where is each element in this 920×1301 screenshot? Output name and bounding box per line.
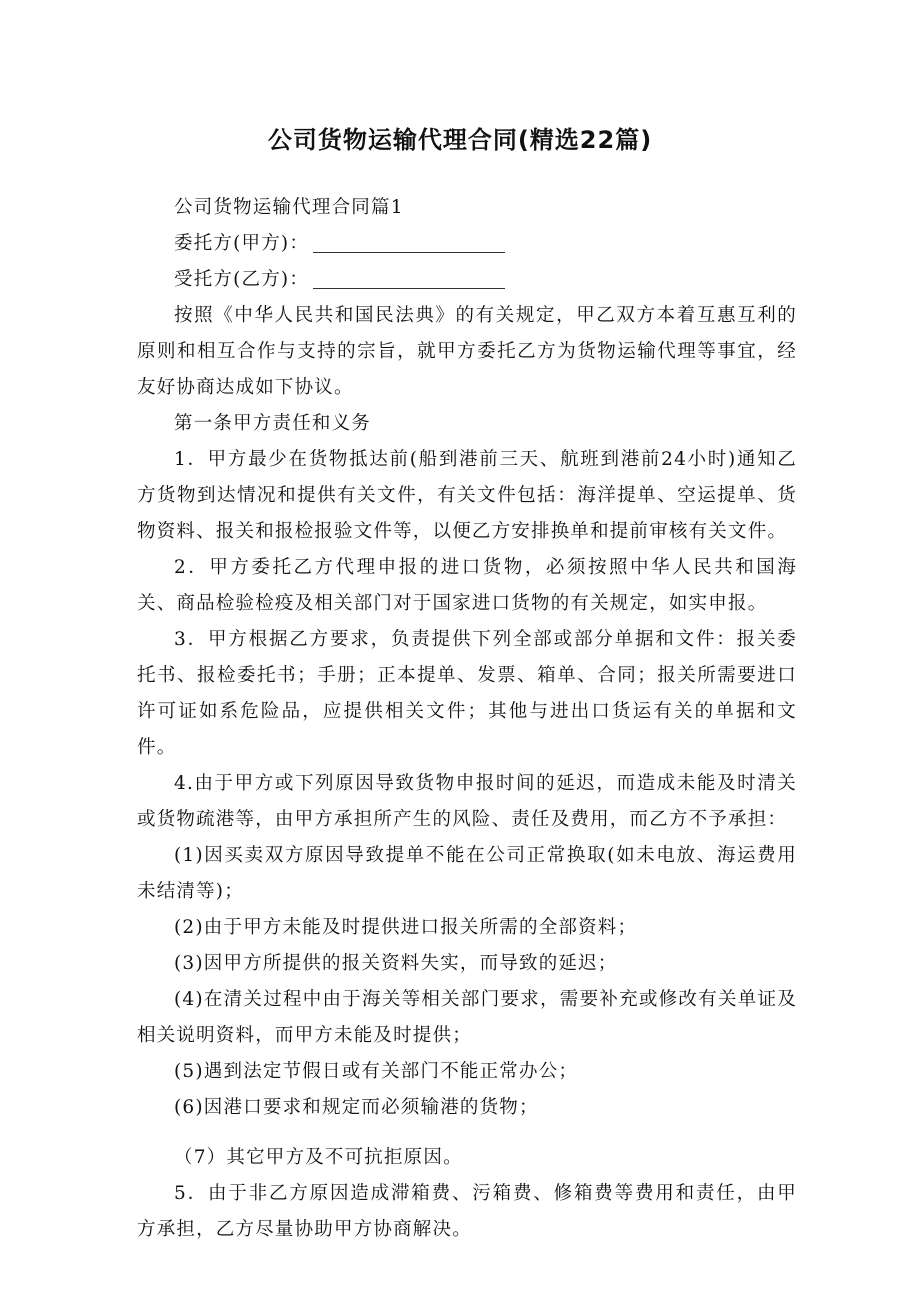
sub-item-2: (2)由于甲方未能及时提供进口报关所需的全部资料；	[174, 917, 638, 938]
section-heading: 公司货物运输代理合同篇1	[174, 197, 404, 218]
sub-item-3: (3)因甲方所提供的报关资料失实，而导致的延迟；	[174, 953, 618, 974]
sub-item-5: (5)遇到法定节假日或有关部门不能正常办公；	[174, 1061, 579, 1082]
agent-party-line	[137, 262, 797, 298]
sub-item-7: （7）其它甲方及不可抗拒原因。	[174, 1147, 463, 1168]
intro-paragraph: 按照《中华人民共和国民法典》的有关规定，甲乙双方本着互惠互利的原则和相互合作与支持的宗旨，就甲方委托乙方为货物运输代理等事宜，经友好协商达成如下协议。	[137, 305, 797, 398]
client-party-blank	[313, 232, 505, 253]
sub-item-4: (4)在清关过程中由于海关等相关部门要求，需要补充或修改有关单证及相关说明资料，而甲方未能及时提供；	[137, 989, 797, 1046]
document-body	[137, 190, 797, 1248]
client-party-line	[137, 226, 797, 262]
document-title: 公司货物运输代理合同(精选22篇)	[267, 126, 653, 154]
client-party-label: 委托方(甲方)：	[174, 233, 310, 254]
agent-party-blank	[313, 268, 505, 289]
clause-4: 4.由于甲方或下列原因导致货物申报时间的延迟，而造成未能及时清关或货物疏港等，由甲方承担所产生的风险、责任及费用，而乙方不予承担：	[137, 773, 797, 830]
sub-item-6: (6)因港口要求和规定而必须输港的货物；	[174, 1097, 539, 1118]
clause-5: 5．由于非乙方原因造成滞箱费、污箱费、修箱费等费用和责任，由甲方承担，乙方尽量协助甲方协商解决。	[137, 1183, 797, 1240]
clause-3: 3．甲方根据乙方要求，负责提供下列全部或部分单据和文件：报关委托书、报检委托书；手册；正本提单、发票、箱单、合同；报关所需要进口许可证如系危险品，应提供相关文件；其他与进出口货运有关的单据和文件。	[137, 629, 797, 758]
agent-party-label: 受托方(乙方)：	[174, 269, 310, 290]
clause-1: 1．甲方最少在货物抵达前(船到港前三天、航班到港前24小时)通知乙方货物到达情况和提供有关文件，有关文件包括：海洋提单、空运提单、货物资料、报关和报检报验文件等，以便乙方安排换单和提前审核有关文件。	[137, 449, 797, 542]
sub-item-1: (1)因买卖双方原因导致提单不能在公司正常换取(如未电放、海运费用未结清等)；	[137, 845, 797, 902]
article-heading: 第一条甲方责任和义务	[174, 413, 372, 434]
clause-2: 2．甲方委托乙方代理申报的进口货物，必须按照中华人民共和国海关、商品检验检疫及相关部门对于国家进口货物的有关规定，如实申报。	[137, 557, 797, 614]
